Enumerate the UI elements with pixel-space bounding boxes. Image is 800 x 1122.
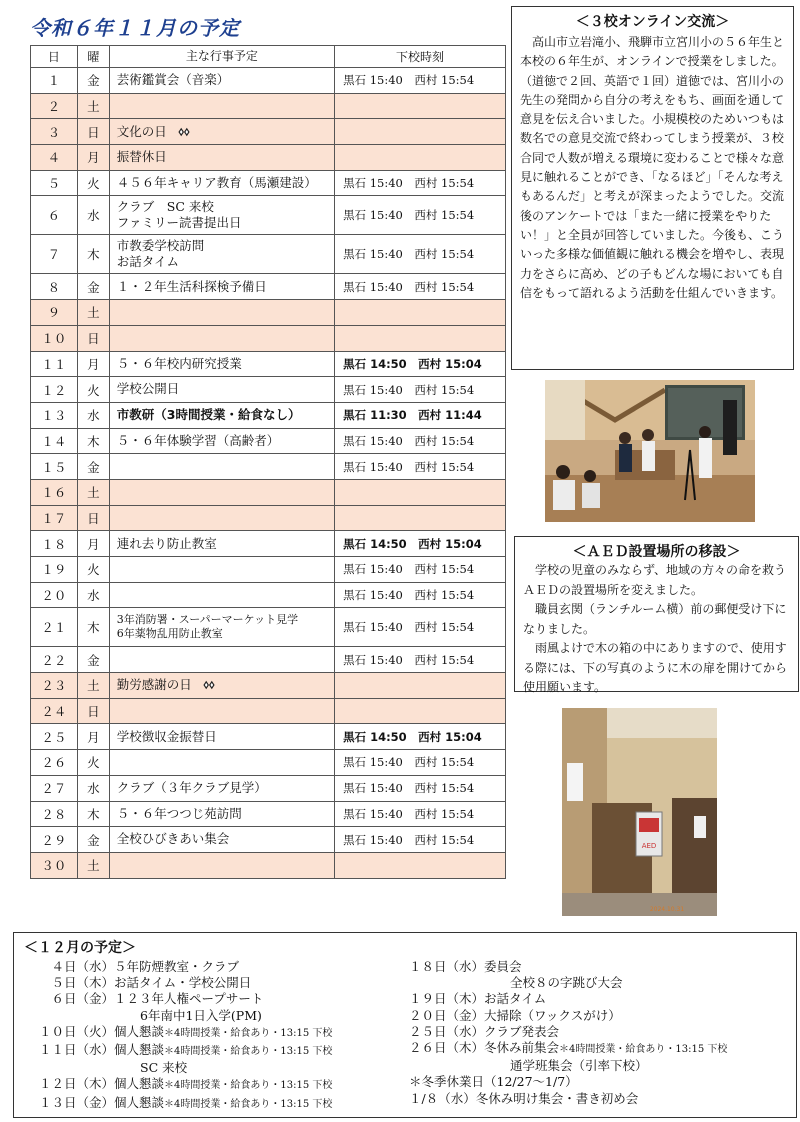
event-cell (109, 274, 334, 300)
day-cell: ６ (31, 196, 78, 235)
event-text: ５・６年つつじ苑訪問 (116, 805, 242, 821)
table-row (31, 479, 506, 505)
december-item-text: １０日（火）個人懇談 (39, 1023, 165, 1039)
col-header-dismissal: 下校時刻 (335, 46, 506, 68)
day-cell: ５ (31, 170, 78, 196)
table-row (31, 801, 506, 827)
weekday-cell: 土 (77, 479, 109, 505)
event-cell (109, 145, 334, 171)
weekday-cell: 土 (77, 300, 109, 326)
table-row (31, 300, 506, 326)
day-cell: ２５ (31, 724, 78, 750)
table-row (31, 235, 506, 274)
december-item-note: ＊4時間授業・給食あり・13:15 下校 (164, 1098, 333, 1110)
dismissal-time-cell: 黒石 15:40 西村 15:54 (335, 750, 506, 776)
december-item-text: １９日（木）お話タイム (409, 991, 547, 1007)
december-item (39, 1024, 332, 1042)
day-cell: ８ (31, 274, 78, 300)
dismissal-time-cell: 黒石 14:50 西村 15:04 (335, 351, 506, 377)
table-row (31, 582, 506, 608)
table-row (31, 196, 506, 235)
table-row (31, 351, 506, 377)
online-exchange-title: ＜３校オンライン交流＞ (575, 14, 730, 30)
dismissal-time-cell (335, 93, 506, 119)
event-cell (109, 325, 334, 351)
event-text: 市教委学校訪問 (116, 238, 205, 254)
event-cell (109, 300, 334, 326)
weekday-cell: 金 (77, 827, 109, 853)
dismissal-time-cell: 黒石 15:40 西村 15:54 (335, 235, 506, 274)
day-cell: ９ (31, 300, 78, 326)
event-text: 学校公開日 (116, 381, 180, 397)
dismissal-time-cell (335, 673, 506, 699)
day-cell: ２１ (31, 608, 78, 647)
december-item (409, 1040, 727, 1058)
dismissal-time-cell (335, 145, 506, 171)
december-item (409, 1008, 727, 1024)
event-text: ５・６年校内研究授業 (116, 355, 242, 371)
event-cell (109, 724, 334, 750)
december-item-text: 6年南中1日入学(PM) (140, 1007, 262, 1023)
aed-relocation-title: ＜ＡＥＤ設置場所の移設＞ (572, 544, 741, 560)
dismissal-time-cell: 黒石 15:40 西村 15:54 (335, 775, 506, 801)
day-cell: ２９ (31, 827, 78, 853)
weekday-cell: 金 (77, 68, 109, 94)
december-item (39, 1095, 332, 1113)
table-row (31, 119, 506, 145)
online-exchange-box (511, 6, 794, 370)
december-item-text: SC 来校 (140, 1060, 188, 1076)
event-cell (109, 673, 334, 699)
table-row (31, 402, 506, 428)
event-cell (109, 93, 334, 119)
day-cell: ２８ (31, 801, 78, 827)
weekday-cell: 日 (77, 119, 109, 145)
december-item-note: ＊4時間授業・給食あり・13:15 下校 (559, 1044, 728, 1056)
table-row (31, 531, 506, 557)
event-text: 6年薬物乱用防止教室 (116, 627, 223, 641)
weekday-cell: 月 (77, 145, 109, 171)
event-cell (109, 235, 334, 274)
december-item (39, 975, 332, 991)
day-cell: ２４ (31, 698, 78, 724)
table-header-row (31, 46, 506, 68)
weekday-cell: 火 (77, 750, 109, 776)
event-text: 学校徴収金振替日 (116, 728, 217, 744)
weekday-cell: 火 (77, 557, 109, 583)
table-row (31, 673, 506, 699)
event-text: ４５６年キャリア教育（馬瀬建設） (116, 174, 317, 190)
day-cell: １４ (31, 428, 78, 454)
december-item-text: １８日（水）委員会 (409, 959, 522, 974)
december-item-text: ＊冬季休業日（12/27～1/7） (409, 1074, 578, 1090)
december-item (39, 959, 332, 975)
weekday-cell: 金 (77, 647, 109, 673)
event-cell (109, 531, 334, 557)
day-cell: ４ (31, 145, 78, 171)
weekday-cell: 木 (77, 428, 109, 454)
dismissal-time-cell: 黒石 15:40 西村 15:54 (335, 557, 506, 583)
weekday-cell: 火 (77, 377, 109, 403)
aed-location-photo (562, 708, 717, 916)
weekday-cell: 水 (77, 582, 109, 608)
day-cell: ２３ (31, 673, 78, 699)
weekday-cell: 土 (77, 673, 109, 699)
december-item (409, 975, 727, 991)
col-header-day: 日 (31, 46, 78, 68)
event-cell (109, 454, 334, 480)
dismissal-time-cell (335, 505, 506, 531)
weekday-cell: 日 (77, 505, 109, 531)
day-cell: １７ (31, 505, 78, 531)
dismissal-time-cell: 黒石 14:50 西村 15:04 (335, 724, 506, 750)
december-item-text: 通学班集会（引率下校） (510, 1058, 648, 1074)
table-row (31, 377, 506, 403)
weekday-cell: 水 (77, 775, 109, 801)
december-item (409, 1074, 727, 1090)
day-cell: ２ (31, 93, 78, 119)
event-cell (109, 647, 334, 673)
table-row (31, 852, 506, 878)
event-cell (109, 170, 334, 196)
event-cell (109, 852, 334, 878)
dismissal-time-cell: 黒石 11:30 西村 11:44 (335, 402, 506, 428)
table-row (31, 145, 506, 171)
day-cell: １８ (31, 531, 78, 557)
day-cell: ２０ (31, 582, 78, 608)
december-item-text: ６日（金）１２３年人権ペープサート (39, 991, 264, 1007)
december-item (39, 1076, 332, 1094)
december-item (409, 959, 727, 975)
table-row (31, 775, 506, 801)
weekday-cell: 金 (77, 274, 109, 300)
december-item (39, 1060, 332, 1076)
event-cell (109, 698, 334, 724)
december-item-text: 全校８の字跳び大会 (510, 975, 623, 991)
day-cell: １５ (31, 454, 78, 480)
event-cell (109, 750, 334, 776)
day-cell: １６ (31, 479, 78, 505)
dismissal-time-cell: 黒石 15:40 西村 15:54 (335, 377, 506, 403)
event-text: クラブ（３年クラブ見学） (116, 780, 267, 796)
event-text: 勤労感謝の日 (116, 677, 192, 693)
table-row (31, 750, 506, 776)
event-cell (109, 68, 334, 94)
flag-icon (177, 125, 191, 139)
event-text: クラブ SC 来校 (116, 199, 214, 215)
weekday-cell: 日 (77, 698, 109, 724)
weekday-cell: 木 (77, 235, 109, 274)
december-item-text: ５日（木）お話タイム・学校公開日 (39, 975, 252, 991)
day-cell: ２２ (31, 647, 78, 673)
dismissal-time-cell (335, 300, 506, 326)
december-item-text: ２０日（金）大掃除（ワックスがけ） (409, 1007, 621, 1023)
december-item-text: ４日（水）５年防煙教室・クラブ (39, 959, 240, 974)
day-cell: １０ (31, 325, 78, 351)
december-item-text: １１日（水）個人懇談 (39, 1042, 165, 1058)
december-item (409, 1058, 727, 1074)
weekday-cell: 土 (77, 852, 109, 878)
table-row (31, 428, 506, 454)
col-header-events: 主な行事予定 (109, 46, 334, 68)
day-cell: ２６ (31, 750, 78, 776)
dismissal-time-cell: 黒石 15:40 西村 15:54 (335, 608, 506, 647)
event-text: 連れ去り防止教室 (116, 535, 217, 551)
weekday-cell: 水 (77, 196, 109, 235)
event-text: 文化の日 (116, 123, 167, 139)
weekday-cell: 日 (77, 325, 109, 351)
day-cell: １３ (31, 402, 78, 428)
event-cell (109, 479, 334, 505)
dismissal-time-cell: 黒石 14:50 西村 15:04 (335, 531, 506, 557)
day-cell: ３０ (31, 852, 78, 878)
event-text: １・２年生活科探検予備日 (116, 278, 267, 294)
dismissal-time-cell (335, 852, 506, 878)
december-item (39, 1008, 332, 1024)
december-item-note: ＊4時間授業・給食あり・13:15 下校 (164, 1027, 333, 1039)
event-cell (109, 557, 334, 583)
dismissal-time-cell (335, 479, 506, 505)
dismissal-time-cell: 黒石 15:40 西村 15:54 (335, 647, 506, 673)
event-text: 芸術鑑賞会（音楽） (116, 72, 230, 88)
december-item-text: １２日（木）個人懇談 (39, 1076, 165, 1092)
aed-paragraph-2: 職員玄関（ランチルーム横）前の郵便受け下になりました。 (523, 602, 787, 636)
dismissal-time-cell: 黒石 15:40 西村 15:54 (335, 801, 506, 827)
table-row (31, 505, 506, 531)
table-row (31, 698, 506, 724)
table-row (31, 724, 506, 750)
event-text: 振替休日 (116, 149, 167, 165)
table-row (31, 170, 506, 196)
event-text: お話タイム (116, 254, 180, 270)
col-header-weekday: 曜 (77, 46, 109, 68)
event-cell (109, 801, 334, 827)
table-row (31, 454, 506, 480)
table-row (31, 325, 506, 351)
event-cell (109, 119, 334, 145)
event-cell (109, 196, 334, 235)
dismissal-time-cell: 黒石 15:40 西村 15:54 (335, 827, 506, 853)
aed-paragraph-3: 雨風よけで木の箱の中にありますので、使用する際には、下の写真のように木の扉を開けてから使用願います。 (523, 641, 788, 694)
event-cell (109, 582, 334, 608)
event-text: ５・６年体験学習（高齢者） (116, 432, 280, 448)
december-left-column (39, 959, 332, 1113)
weekday-cell: 火 (77, 170, 109, 196)
weekday-cell: 土 (77, 93, 109, 119)
event-cell (109, 827, 334, 853)
dismissal-time-cell (335, 119, 506, 145)
december-item (39, 991, 332, 1007)
december-item-text: ２５日（水）クラブ発表会 (409, 1023, 560, 1039)
day-cell: ７ (31, 235, 78, 274)
table-row (31, 608, 506, 647)
event-cell (109, 608, 334, 647)
weekday-cell: 金 (77, 454, 109, 480)
november-schedule-table (30, 45, 506, 879)
online-exchange-body: 高山市立岩滝小、飛騨市立宮川小の５６年生と本校の６年生が、オンラインで授業をしました。（道徳で２回、英語で１回）道徳では、宮川小の先生の発問から自分の考えをもち、画面を通して意見を伝え合いました。小規模校のためいつもは数名での意見交流で終わってしまう授業が、３校合同で人数が増える環境に変わることで様々な意見に触れることができ、「なるほど」「そんな考えもあるんだ」と考えが深まったようでした。交流後のアンケートでは「また一緒に授業をやりたい！」と全員が回答していました。今後も、こういった多様な価値観に触れる機会を増やし、表現力をさらに高め、どの子もどんな場においても自信をもって語れるよう活動を仕組んでいきます。 (520, 35, 785, 300)
day-cell: ３ (31, 119, 78, 145)
weekday-cell: 月 (77, 351, 109, 377)
weekday-cell: 木 (77, 801, 109, 827)
december-item (409, 1091, 727, 1107)
december-item-note: ＊4時間授業・給食あり・13:15 下校 (164, 1046, 333, 1058)
december-item-text: ２６日（木）冬休み前集会 (409, 1040, 560, 1056)
page-title: 令和６年１１月の予定 (30, 16, 240, 40)
december-right-column (409, 959, 727, 1107)
weekday-cell: 月 (77, 724, 109, 750)
event-text: ファミリー読書提出日 (116, 215, 242, 231)
december-item-text: １/８（水）冬休み明け集会・書き初め会 (409, 1090, 639, 1106)
dismissal-time-cell: 黒石 15:40 西村 15:54 (335, 170, 506, 196)
event-text: 3年消防署・スーパーマーケット見学 (116, 613, 299, 627)
december-item-text: １３日（金）個人懇談 (39, 1094, 165, 1110)
december-item (409, 1024, 727, 1040)
dismissal-time-cell (335, 698, 506, 724)
dismissal-time-cell: 黒石 15:40 西村 15:54 (335, 582, 506, 608)
aed-paragraph-1: 学校の児童のみならず、地域の方々の命を救うＡＥＤの設置場所を変えました。 (523, 563, 787, 597)
table-row (31, 68, 506, 94)
event-cell (109, 428, 334, 454)
event-cell (109, 377, 334, 403)
event-text: 市教研（3時間授業・給食なし） (116, 407, 301, 423)
dismissal-time-cell (335, 325, 506, 351)
december-schedule-box (13, 932, 797, 1118)
dismissal-time-cell: 黒石 15:40 西村 15:54 (335, 196, 506, 235)
weekday-cell: 水 (77, 402, 109, 428)
day-cell: ２７ (31, 775, 78, 801)
table-row (31, 647, 506, 673)
table-row (31, 827, 506, 853)
table-row (31, 93, 506, 119)
december-item (39, 1042, 332, 1060)
event-text: 全校ひびきあい集会 (116, 831, 230, 847)
aed-relocation-box (514, 536, 799, 692)
event-cell (109, 775, 334, 801)
december-schedule-title: ＜１２月の予定＞ (24, 940, 136, 956)
dismissal-time-cell: 黒石 15:40 西村 15:54 (335, 68, 506, 94)
table-row (31, 274, 506, 300)
weekday-cell: 木 (77, 608, 109, 647)
dismissal-time-cell: 黒石 15:40 西村 15:54 (335, 454, 506, 480)
photo-date-stamp: 2024.10.31 (649, 906, 685, 913)
dismissal-time-cell: 黒石 15:40 西村 15:54 (335, 428, 506, 454)
december-item (409, 991, 727, 1007)
table-row (31, 557, 506, 583)
online-class-photo (545, 380, 755, 522)
day-cell: １ (31, 68, 78, 94)
flag-icon (202, 678, 216, 692)
weekday-cell: 月 (77, 531, 109, 557)
event-cell (109, 402, 334, 428)
day-cell: １９ (31, 557, 78, 583)
day-cell: １２ (31, 377, 78, 403)
dismissal-time-cell: 黒石 15:40 西村 15:54 (335, 274, 506, 300)
event-cell (109, 505, 334, 531)
december-item-note: ＊4時間授業・給食あり・13:15 下校 (164, 1080, 333, 1092)
event-cell (109, 351, 334, 377)
aed-sign-text: AED (641, 842, 657, 850)
day-cell: １１ (31, 351, 78, 377)
